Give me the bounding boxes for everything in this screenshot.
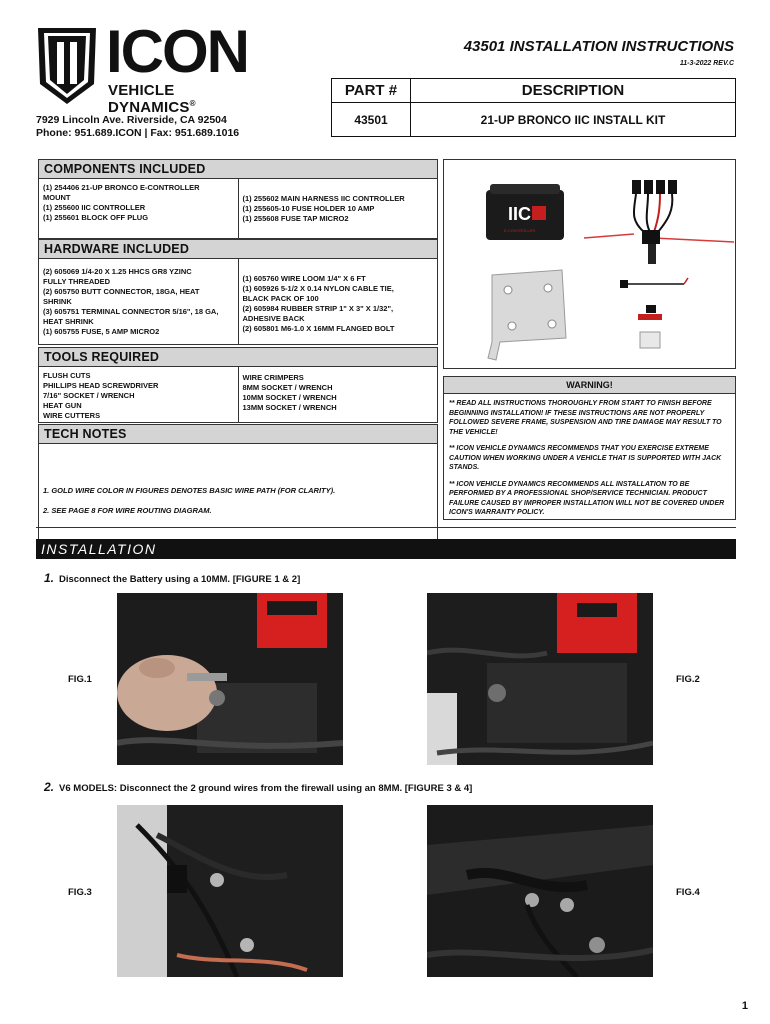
- list-item: (2) 605801 M6-1.0 X 16MM FLANGED BOLT: [242, 324, 395, 333]
- controller-sublabel: E-CONTROLLER: [504, 228, 536, 233]
- step-text: V6 MODELS: Disconnect the 2 ground wires from the firewall using an 8MM. [FIGURE 3 & 4]: [59, 783, 473, 794]
- address-line: 7929 Lincoln Ave. Riverside, CA 92504: [36, 114, 227, 126]
- step-number: 2.: [44, 780, 55, 794]
- list-item: (1) 255601 BLOCK OFF PLUG: [43, 213, 149, 222]
- list-item: (1) 605755 FUSE, 5 AMP MICRO2: [43, 327, 160, 336]
- list-item: (2) 605069 1/4-20 X 1.25 HHCS GR8 YZINC: [43, 267, 192, 276]
- list-item: (1) 254406 21-UP BRONCO E-CONTROLLER: [43, 183, 200, 192]
- warning-heading: WARNING!: [444, 377, 735, 394]
- brand-name: ICON: [106, 18, 248, 85]
- page-number: 1: [741, 1000, 748, 1012]
- tech-note: 2. SEE PAGE 8 FOR WIRE ROUTING DIAGRAM.: [43, 506, 212, 515]
- brand-subtitle: VEHICLE DYNAMICS®: [108, 82, 196, 116]
- figure-label: FIG.4: [676, 887, 700, 898]
- list-item: HEAT GUN: [43, 401, 82, 410]
- icon-logo: [36, 18, 256, 116]
- list-item: (1) 605926 5-1/2 X 0.14 NYLON CABLE TIE,: [242, 284, 394, 293]
- figure-4-photo: [427, 805, 653, 977]
- list-item: 10MM SOCKET / WRENCH: [242, 393, 337, 402]
- warning-paragraph: ** ICON VEHICLE DYNAMICS RECOMMENDS THAT YOU EXERCISE EXTREME CAUTION WHEN WORKING UNDER A VEHICLE THAT IS SUPPORTED WITH JACK STANDS.: [449, 445, 722, 471]
- list-item: WIRE CRIMPERS: [242, 373, 304, 382]
- step-1: [44, 571, 300, 585]
- tools-heading: TOOLS REQUIRED: [38, 347, 438, 367]
- components-section: [38, 159, 438, 239]
- controller-label: IIC: [508, 204, 532, 224]
- tools-left-list: [39, 367, 238, 422]
- components-heading: COMPONENTS INCLUDED: [38, 159, 438, 179]
- warning-paragraph: ** ICON VEHICLE DYNAMICS RECOMMENDS ALL INSTALLATION TO BE PERFORMED BY A PROFESSIONAL SHOP/SERVICE TECHNICIAN. PRODUCT FAILURE CAUSED BY IMPROPER INSTALLATION WILL NOT BE COVERED UNDER ICON'S WARRANTY POLICY.: [449, 480, 725, 516]
- phone-line: Phone: 951.689.ICON | Fax: 951.689.1016: [36, 127, 240, 139]
- list-item: (1) 255608 FUSE TAP MICRO2: [242, 214, 349, 223]
- warning-box: [443, 376, 736, 520]
- figure-1-photo: [117, 593, 343, 765]
- list-item: FLUSH CUTS: [43, 371, 91, 380]
- battery-photo: [117, 593, 343, 765]
- list-item: WIRE CUTTERS: [43, 411, 101, 420]
- list-item: (2) 605984 RUBBER STRIP 1" X 3" X 1/32",: [242, 304, 394, 313]
- revision-date: 11-3-2022 REV.C: [679, 60, 734, 67]
- list-item: 13MM SOCKET / WRENCH: [242, 403, 337, 412]
- list-item: 7/16" SOCKET / WRENCH: [43, 391, 135, 400]
- figure-2-photo: [427, 593, 653, 765]
- hardware-right-list: [238, 259, 438, 344]
- hardware-section: [38, 239, 438, 345]
- figure-label: FIG.1: [68, 674, 92, 685]
- list-item: (2) 605750 BUTT CONNECTOR, 18GA, HEAT: [43, 287, 200, 296]
- step-text: Disconnect the Battery using a 10MM. [FIGURE 1 & 2]: [59, 574, 301, 585]
- tools-right-list: [238, 367, 438, 422]
- list-item: BLACK PACK OF 100: [242, 294, 319, 303]
- list-item: ADHESIVE BACK: [242, 314, 305, 323]
- document-title: 43501 INSTALLATION INSTRUCTIONS: [463, 38, 734, 55]
- tech-note: 1. GOLD WIRE COLOR IN FIGURES DENOTES BASIC WIRE PATH (FOR CLARITY).: [43, 486, 336, 495]
- components-right-list: [238, 179, 438, 238]
- part-header: PART #: [332, 79, 411, 103]
- components-left-list: [39, 179, 238, 238]
- shield-logo-icon: [36, 24, 98, 106]
- tech-notes-heading: TECH NOTES: [38, 424, 438, 444]
- part-number: 43501: [332, 103, 411, 137]
- warning-paragraph: ** READ ALL INSTRUCTIONS THOROUGHLY FROM START TO FINISH BEFORE BEGINNING INSTALLATION! IF THESE INSTRUCTIONS ARE NOT PROPERLY FOLLOWED SEVERE FRAME, SUSPENSION AND TIRE DAMAGE MAY RESULT TO THE VEHICLE!: [449, 400, 722, 436]
- section-divider: [36, 527, 736, 528]
- list-item: (3) 605751 TERMINAL CONNECTOR 5/16", 18 GA,: [43, 307, 219, 316]
- kit-contents-image: [443, 159, 736, 369]
- step-number: 1.: [44, 571, 55, 585]
- part-description: 21-UP BRONCO IIC INSTALL KIT: [411, 103, 736, 137]
- company-address: [36, 114, 239, 140]
- ground-wire-photo: [117, 805, 343, 977]
- warning-body: [444, 394, 735, 530]
- hardware-heading: HARDWARE INCLUDED: [38, 239, 438, 259]
- list-item: SHRINK: [43, 297, 72, 306]
- list-item: PHILLIPS HEAD SCREWDRIVER: [43, 381, 159, 390]
- tech-notes-section: [38, 424, 438, 542]
- list-item: FULLY THREADED: [43, 277, 111, 286]
- list-item: (1) 255605-10 FUSE HOLDER 10 AMP: [242, 204, 375, 213]
- battery-photo: [427, 593, 653, 765]
- tools-section: [38, 347, 438, 423]
- list-item: MOUNT: [43, 193, 71, 202]
- list-item: (1) 605760 WIRE LOOM 1/4" X 6 FT: [242, 274, 366, 283]
- list-item: (1) 255600 IIC CONTROLLER: [43, 203, 146, 212]
- installation-heading: INSTALLATION: [36, 539, 736, 559]
- step-2: [44, 780, 472, 794]
- description-header: DESCRIPTION: [411, 79, 736, 103]
- part-table: [331, 78, 736, 137]
- ground-wire-photo: [427, 805, 653, 977]
- figure-label: FIG.2: [676, 674, 700, 685]
- list-item: HEAT SHRINK: [43, 317, 94, 326]
- figure-3-photo: [117, 805, 343, 977]
- figure-label: FIG.3: [68, 887, 92, 898]
- hardware-left-list: [39, 259, 238, 344]
- kit-illustration: [444, 160, 737, 370]
- list-item: 8MM SOCKET / WRENCH: [242, 383, 333, 392]
- list-item: (1) 255602 MAIN HARNESS IIC CONTROLLER: [242, 194, 405, 203]
